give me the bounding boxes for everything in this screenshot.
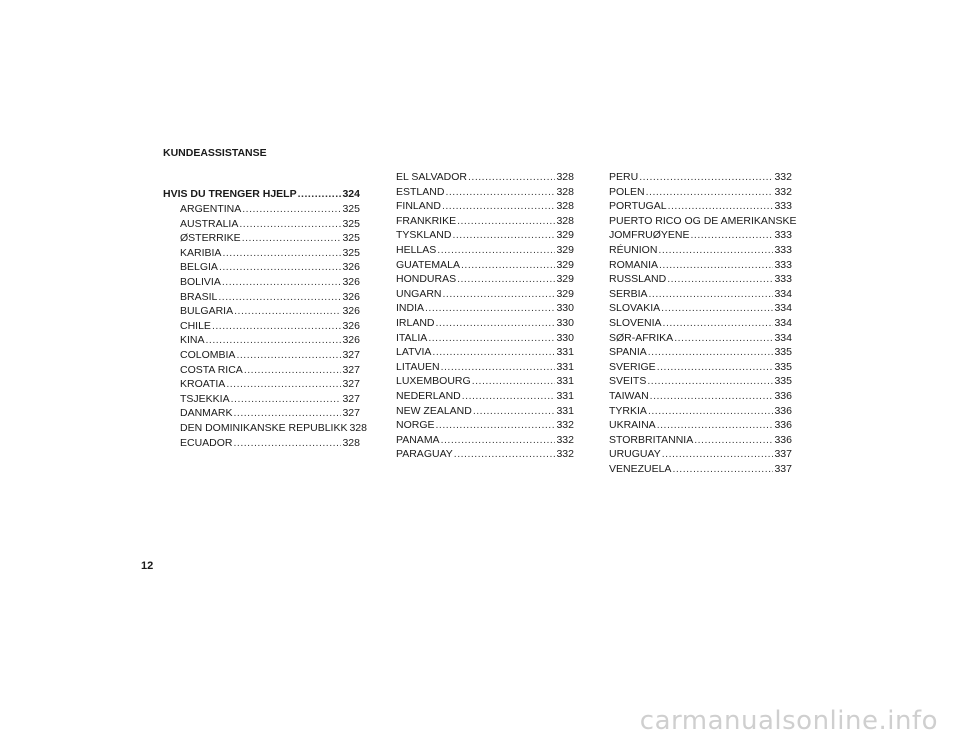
toc-leader [234,436,342,450]
toc-leader [441,433,556,447]
toc-entry-label: TYSKLAND [396,229,452,242]
toc-entry[interactable] [396,360,574,374]
toc-entry-label: RUSSLAND [609,273,667,286]
toc-entry-label: NEDERLAND [396,390,461,402]
toc-entry[interactable] [396,287,574,301]
toc-leader [234,406,342,420]
toc-entry-page: 333 [774,244,792,256]
toc-entry-label: KARIBIA [180,246,222,259]
toc-entry-label: VENEZUELA [609,463,672,475]
toc-entry-page: 330 [556,317,574,329]
toc-entry-page: 328 [556,185,574,198]
toc-leader [661,301,773,315]
toc-entry[interactable] [396,228,574,242]
toc-leader [452,228,555,242]
toc-entry[interactable] [396,185,574,199]
toc-entry[interactable] [396,272,574,286]
toc-entry[interactable] [396,214,574,228]
toc-entry-page: 326 [342,334,360,347]
toc-entry-page: 337 [774,448,792,461]
toc-leader [222,246,341,260]
toc-entry-label: SØR-AFRIKA [609,331,674,344]
toc-leader [236,348,341,362]
toc-entry-label: DEN DOMINIKANSKE REPUBLIKK [180,422,348,434]
toc-leader [650,389,774,403]
toc-entry[interactable] [396,301,574,315]
toc-entry-label: PARAGUAY [396,448,453,461]
toc-entry-label: ARGENTINA [180,203,242,215]
toc-entry[interactable] [396,404,574,418]
toc-entry[interactable] [609,170,792,184]
toc-entry[interactable] [396,331,574,345]
toc-entry[interactable] [609,272,792,286]
toc-entry-label: GUATEMALA [396,258,460,271]
toc-entry-page: 332 [556,419,574,432]
toc-entry-label: SPANIA [609,346,647,359]
toc-entry[interactable] [180,406,360,420]
toc-entry-page: 336 [774,433,792,446]
toc-leader [437,243,555,257]
toc-entry[interactable] [609,228,792,242]
toc-leader [662,447,774,461]
toc-entry-page: 328 [556,200,574,213]
toc-entry-label: BOLIVIA [180,276,221,288]
toc-entry[interactable] [180,231,360,245]
toc-entry-page: 334 [774,317,792,329]
toc-leader [691,228,774,242]
toc-entry-label: NORGE [396,419,435,432]
toc-leader [436,316,556,330]
toc-leader [457,272,555,286]
toc-entry-label: POLEN [609,185,645,198]
toc-entry-page: 325 [342,232,360,245]
toc-entry[interactable] [609,199,792,213]
toc-leader [639,170,773,184]
toc-entry-page: 325 [342,246,360,259]
toc-entry[interactable] [396,433,574,447]
toc-entry-page: 331 [556,390,574,402]
toc-entry[interactable] [609,287,792,301]
toc-entry-label: LITAUEN [396,360,440,373]
toc-entry-page: 326 [342,276,360,288]
toc-leader [454,447,556,461]
toc-entry-label: PANAMA [396,433,440,446]
toc-entry[interactable] [609,433,792,447]
toc-entry[interactable] [396,170,574,184]
toc-entry-page: 334 [774,287,792,300]
toc-entry-label: PORTUGAL [609,200,667,213]
toc-entry-page: 335 [774,375,792,388]
toc-entry-page: 329 [556,258,574,271]
toc-entry-label: BRASIL [180,290,218,303]
toc-leader [657,418,774,432]
toc-entry-label: SLOVENIA [609,317,662,329]
toc-leader [457,214,555,228]
toc-entry-label: TSJEKKIA [180,392,230,405]
toc-leader [242,231,342,245]
toc-entry-page: 333 [774,273,792,286]
toc-entry-page: 331 [556,360,574,373]
toc-entry-page: 332 [774,185,792,198]
toc-entry-label: INDIA [396,302,425,315]
toc-entry-label: UKRAINA [609,419,656,432]
toc-entry-label: AUSTRALIA [180,217,239,230]
toc-entry-page: 324 [342,188,360,200]
toc-entry[interactable] [180,377,360,391]
toc-entry[interactable] [180,363,360,377]
toc-entry[interactable] [396,258,574,272]
toc-entry-label: BULGARIA [180,305,234,318]
toc-entry-label: EL SALVADOR [396,171,467,183]
toc-entry-page: 332 [774,171,792,183]
toc-leader [206,333,342,347]
toc-entry[interactable] [396,389,574,403]
toc-entry-page: 336 [774,419,792,432]
toc-entry-label: ØSTERRIKE [180,232,241,245]
section-title: KUNDEASSISTANSE [163,147,267,159]
toc-entry[interactable] [396,447,574,461]
toc-entry-page: 337 [774,463,792,475]
toc-entry-page: 333 [774,258,792,271]
toc-entry-page: 325 [342,217,360,230]
toc-entry-label: KROATIA [180,378,226,391]
toc-entry-page: 336 [774,404,792,417]
toc-leader [648,404,774,418]
toc-entry[interactable] [609,462,792,476]
toc-main-entry[interactable] [163,187,360,201]
toc-leader [658,243,773,257]
toc-leader [219,260,342,274]
toc-entry-page: 326 [342,319,360,332]
toc-entry[interactable] [180,319,360,333]
toc-entry-label: DANMARK [180,407,233,420]
toc-entry-label: COLOMBIA [180,349,236,361]
toc-entry-page: 333 [774,200,792,213]
toc-entry-page: 329 [556,229,574,242]
toc-leader [663,316,774,330]
toc-entry-label: JOMFRUØYENE [609,229,690,242]
toc-entry-page: 329 [556,287,574,300]
toc-entry-page: 335 [774,360,792,373]
toc-entry[interactable] [609,345,792,359]
toc-entry-label: COSTA RICA [180,363,243,376]
toc-entry-label: FINLAND [396,200,441,213]
toc-entry-page: 335 [774,346,792,359]
toc-entry-page: 330 [556,331,574,344]
toc-entry[interactable] [180,260,360,274]
toc-entry[interactable] [396,345,574,359]
toc-leader [462,389,556,403]
toc-entry[interactable] [180,202,360,216]
toc-entry-label: IRLAND [396,317,435,329]
toc-entry-label: HELLAS [396,244,437,256]
toc-entry[interactable] [609,301,792,315]
toc-entry[interactable] [396,243,574,257]
toc-entry[interactable] [180,421,367,435]
toc-entry[interactable] [396,199,574,213]
toc-leader [659,258,773,272]
watermark: carmanualsonline.info [639,706,938,736]
toc-entry-label: ECUADOR [180,436,233,449]
toc-entry[interactable] [609,404,792,418]
toc-entry-page: 325 [342,203,360,215]
toc-entry[interactable] [609,185,792,199]
toc-entry-label: NEW ZEALAND [396,404,472,417]
toc-entry-page: 334 [774,302,792,315]
toc-entry-label: STORBRITANNIA [609,433,694,446]
toc-entry-page: 327 [342,392,360,405]
toc-leader [425,301,555,315]
toc-entry-page: 328 [349,422,367,434]
toc-leader [231,392,342,406]
toc-entry[interactable] [609,447,792,461]
toc-entry[interactable] [609,389,792,403]
toc-entry-label: ESTLAND [396,185,445,198]
toc-entry-page: 336 [774,390,792,402]
toc-leader [647,374,773,388]
toc-leader [672,462,773,476]
toc-entry-page: 331 [556,375,574,388]
toc-leader [472,374,556,388]
toc-entry-label: FRANKRIKE [396,214,457,227]
toc-entry-page: 328 [556,171,574,183]
toc-entry-page: 329 [556,273,574,286]
toc-entry-label: UNGARN [396,287,442,300]
toc-leader [226,377,341,391]
toc-entry-page: 331 [556,404,574,417]
toc-entry-wrap-line: PUERTO RICO OG DE AMERIKANSKE [609,214,797,227]
toc-leader [239,217,341,231]
toc-entry-label: HVIS DU TRENGER HJELP [163,188,297,200]
toc-leader [218,290,341,304]
toc-entry-page: 326 [342,290,360,303]
toc-leader [668,199,774,213]
toc-entry[interactable] [396,374,574,388]
toc-leader [222,275,342,289]
toc-leader [244,363,342,377]
toc-entry-page: 330 [556,302,574,315]
toc-entry-page: 332 [556,433,574,446]
toc-entry[interactable] [180,290,360,304]
toc-leader [443,287,556,301]
toc-entry-label: URUGUAY [609,448,661,461]
toc-entry[interactable] [180,392,360,406]
toc-entry-label: BELGIA [180,261,218,274]
toc-entry[interactable] [609,374,792,388]
toc-leader [212,319,342,333]
toc-leader [461,258,555,272]
toc-leader [432,345,555,359]
toc-entry-page: 328 [342,436,360,449]
toc-entry-label: KINA [180,334,205,347]
toc-leader [445,185,555,199]
toc-entry-page: 327 [342,349,360,361]
toc-entry-label: CHILE [180,319,211,332]
toc-entry-page: 329 [556,244,574,256]
page-number: 12 [141,560,154,572]
toc-entry-label: ROMANIA [609,258,659,271]
toc-entry-label: ITALIA [396,331,428,344]
toc-leader [648,345,774,359]
toc-leader [646,185,774,199]
toc-leader [242,202,341,216]
toc-leader [649,287,774,301]
toc-entry[interactable] [609,418,792,432]
toc-leader [468,170,555,184]
toc-entry[interactable] [396,418,574,432]
toc-leader [694,433,773,447]
toc-leader [428,331,555,345]
toc-leader [436,418,556,432]
toc-entry-label: SVERIGE [609,360,656,373]
toc-entry-page: 334 [774,331,792,344]
toc-entry-label: RÉUNION [609,244,658,256]
toc-entry[interactable] [180,348,360,362]
toc-entry-page: 328 [556,214,574,227]
toc-entry-page: 327 [342,378,360,391]
toc-entry[interactable] [180,246,360,260]
toc-entry[interactable] [396,316,574,330]
toc-entry-page: 326 [342,305,360,318]
toc-entry[interactable] [180,436,360,450]
toc-leader [473,404,556,418]
toc-entry-label: SVEITS [609,375,647,388]
toc-entry-label: SERBIA [609,287,648,300]
toc-entry[interactable] [180,217,360,231]
toc-entry[interactable] [609,243,792,257]
toc-entry[interactable] [609,331,792,345]
toc-entry-page: 333 [774,229,792,242]
toc-leader [298,187,342,201]
toc-entry[interactable] [180,275,360,289]
toc-entry-page: 326 [342,261,360,274]
toc-entry[interactable] [180,333,360,347]
toc-entry[interactable] [180,304,360,318]
toc-entry-page: 327 [342,363,360,376]
toc-entry-label: TAIWAN [609,390,649,402]
toc-leader [667,272,773,286]
toc-entry-page: 332 [556,448,574,461]
toc-entry-label: TYRKIA [609,404,647,417]
toc-entry[interactable] [609,360,792,374]
toc-entry-label: HONDURAS [396,273,457,286]
toc-entry-label: LUXEMBOURG [396,375,471,388]
toc-entry-label: SLOVAKIA [609,302,661,315]
toc-entry-page: 331 [556,346,574,359]
toc-entry-label: PERU [609,171,639,183]
toc-entry-label: LATVIA [396,346,432,359]
toc-leader [441,360,556,374]
toc-leader [674,331,773,345]
toc-entry-page: 327 [342,407,360,420]
toc-entry[interactable] [609,316,792,330]
toc-entry[interactable] [609,258,792,272]
toc-leader [234,304,341,318]
toc-leader [442,199,556,213]
toc-leader [657,360,774,374]
